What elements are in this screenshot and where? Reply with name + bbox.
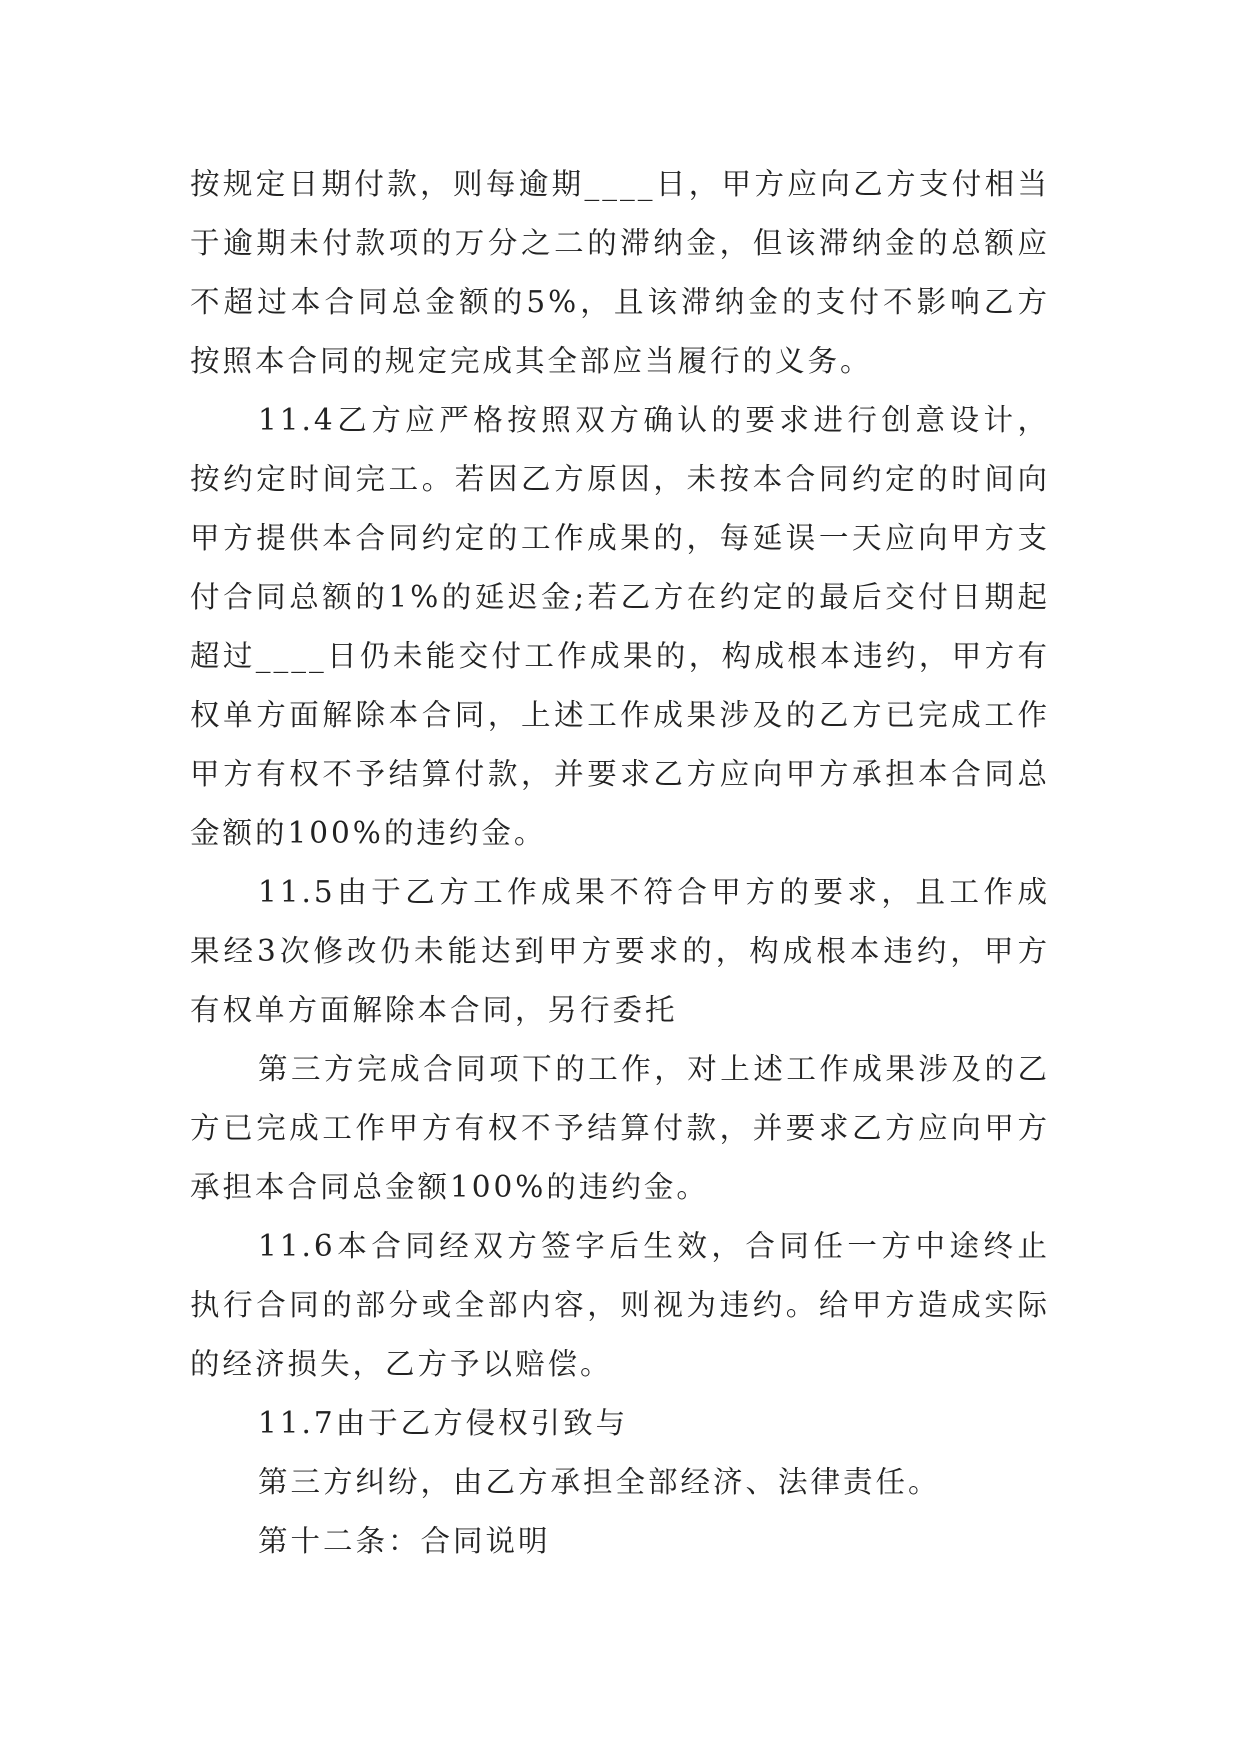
paragraph-clause-11-6: 11.6本合同经双方签字后生效，合同任一方中途终止执行合同的部分或全部内容，则视为违约。给甲方造成实际的经济损失，乙方予以赔偿。 bbox=[190, 1229, 1050, 1381]
document-body bbox=[190, 155, 1050, 1571]
paragraph-clause-11-5: 11.5由于乙方工作成果不符合甲方的要求，且工作成果经3次修改仍未能达到甲方要求的，构成根本违约，甲方有权单方面解除本合同，另行委托 bbox=[190, 875, 1050, 1027]
section-heading-article-12: 第十二条：合同说明 bbox=[258, 1524, 551, 1558]
paragraph-clause-11-5-continued: 第三方完成合同项下的工作，对上述工作成果涉及的乙方已完成工作甲方有权不予结算付款，并要求乙方应向甲方承担本合同总金额100%的违约金。 bbox=[190, 1052, 1050, 1204]
paragraph-clause-11-4: 11.4乙方应严格按照双方确认的要求进行创意设计，按约定时间完工。若因乙方原因，未按本合同约定的时间向甲方提供本合同约定的工作成果的，每延误一天应向甲方支付合同总额的1%的延迟金;若乙方在约定的最后交付日期起超过____日仍未能交付工作成果的，构成根本违约，甲方有权单方面解除本合同，上述工作成果涉及的乙方已完成工作甲方有权不予结算付款，并要求乙方应向甲方承担本合同总金额的100%的违约金。 bbox=[190, 403, 1050, 850]
paragraph-late-payment-continued: 按规定日期付款，则每逾期____日，甲方应向乙方支付相当于逾期未付款项的万分之二的滞纳金，但该滞纳金的总额应不超过本合同总金额的5%，且该滞纳金的支付不影响乙方按照本合同的规定完成其全部应当履行的义务。 bbox=[190, 167, 1050, 378]
paragraph-clause-11-7-continued: 第三方纠纷，由乙方承担全部经济、法律责任。 bbox=[258, 1465, 941, 1499]
paragraph-clause-11-7: 11.7由于乙方侵权引致与 bbox=[258, 1406, 629, 1440]
